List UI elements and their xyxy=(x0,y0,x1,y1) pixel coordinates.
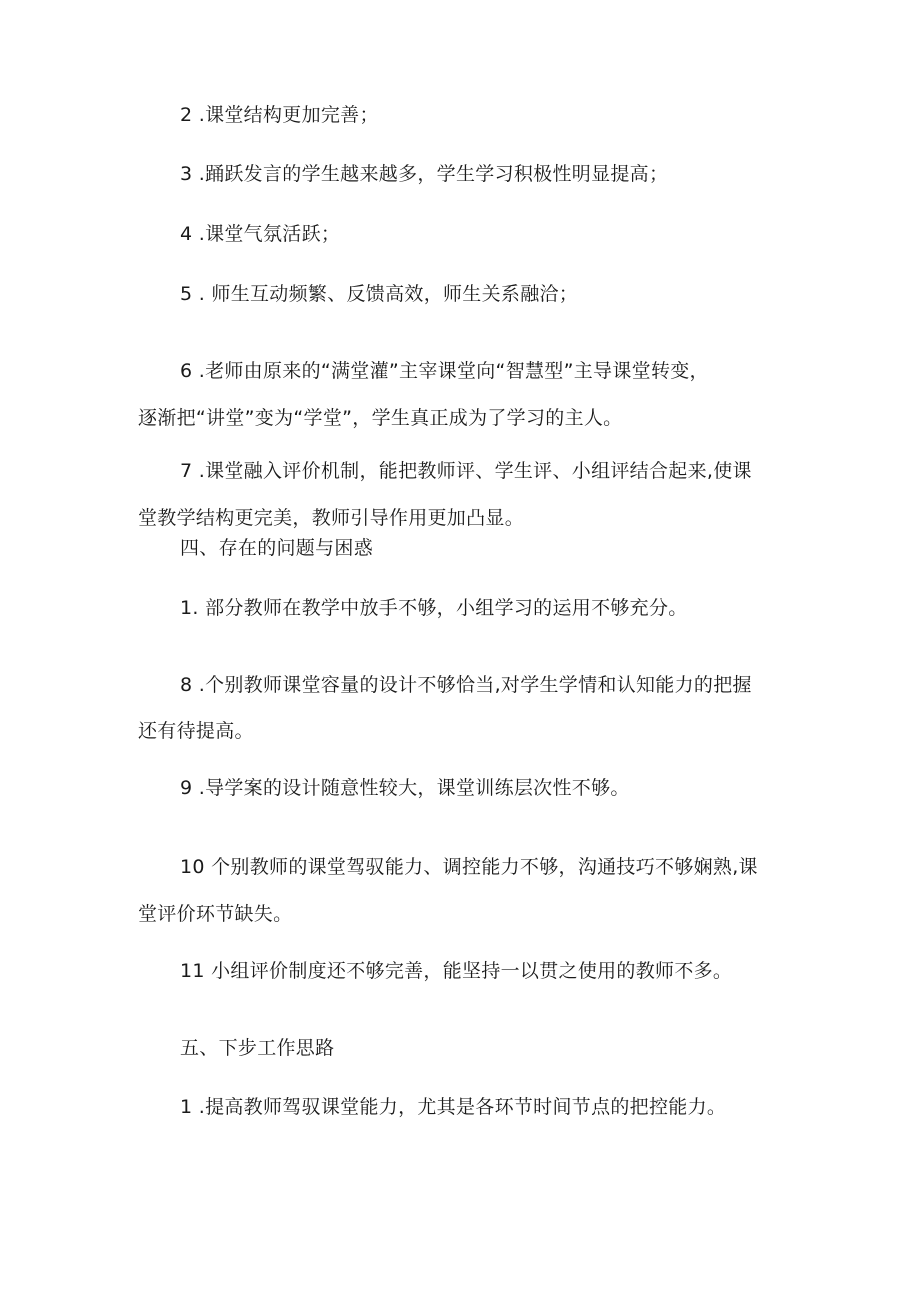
list-item-6-line-1: 6 .老师由原来的“满堂灌”主宰课堂向“智慧型”主导课堂转变， xyxy=(180,360,709,382)
problem-item-8-line-1: 8 .个别教师课堂容量的设计不够恰当,对学生学情和认知能力的把握 xyxy=(180,674,752,696)
problem-item-10-line-1: 10 个别教师的课堂驾驭能力、调控能力不够，沟通技巧不够娴熟,课 xyxy=(180,856,758,878)
section-heading-4: 四、存在的问题与困惑 xyxy=(180,537,374,559)
problem-item-11: 11 小组评价制度还不够完善，能坚持一以贯之使用的教师不多。 xyxy=(180,960,733,982)
section-heading-5: 五、下步工作思路 xyxy=(180,1037,335,1059)
list-item-4: 4 .课堂气氛活跃； xyxy=(180,223,341,245)
problem-item-8-line-2: 还有待提高。 xyxy=(138,720,254,742)
problem-item-9: 9 .导学案的设计随意性较大，课堂训练层次性不够。 xyxy=(180,777,630,799)
list-item-6-line-2: 逐渐把“讲堂”变为“学堂”，学生真正成为了学习的主人。 xyxy=(138,407,623,429)
list-item-3: 3 .踊跃发言的学生越来越多，学生学习积极性明显提高； xyxy=(180,163,669,185)
problem-item-1: 1. 部分教师在教学中放手不够，小组学习的运用不够充分。 xyxy=(180,597,688,619)
list-item-2: 2 .课堂结构更加完善； xyxy=(180,104,379,126)
list-item-5: 5 . 师生互动频繁、反馈高效，师生关系融洽； xyxy=(180,283,579,305)
list-item-7-line-2: 堂教学结构更完美，教师引导作用更加凸显。 xyxy=(138,507,525,529)
list-item-7-line-1: 7 .课堂融入评价机制，能把教师评、学生评、小组评结合起来,使课 xyxy=(180,460,752,482)
problem-item-10-line-2: 堂评价环节缺失。 xyxy=(138,903,293,925)
plan-item-1: 1 .提高教师驾驭课堂能力，尤其是各环节时间节点的把控能力。 xyxy=(180,1096,727,1118)
